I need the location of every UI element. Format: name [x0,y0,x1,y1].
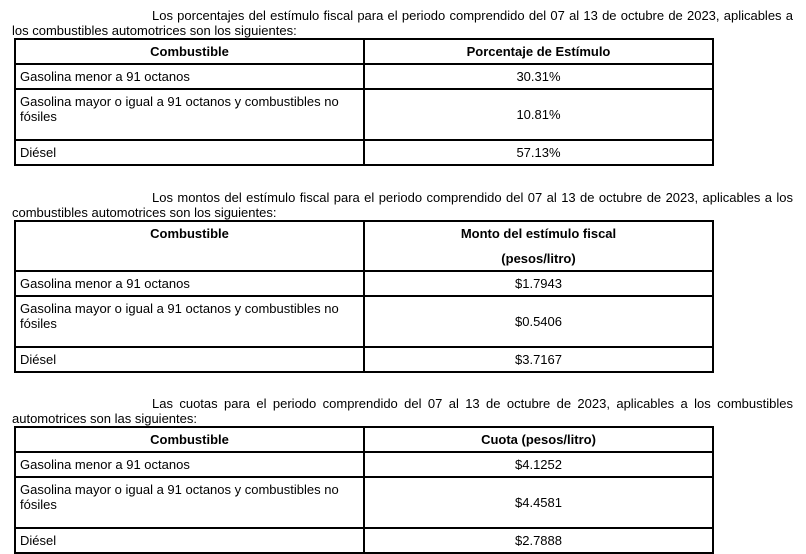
cell-fuel-name: Diésel [15,140,364,165]
header-combustible: Combustible [15,427,364,452]
cell-percentage: 30.31% [364,64,713,89]
cell-percentage: 57.13% [364,140,713,165]
table-row [15,64,713,89]
header-cuota: Cuota (pesos/litro) [364,427,713,452]
cell-fuel-name: Gasolina mayor o igual a 91 octanos y combustibles no fósiles [15,296,364,347]
table-header-row [15,221,713,271]
cell-fuel-name: Gasolina mayor o igual a 91 octanos y combustibles no fósiles [15,89,364,140]
cell-percentage: 10.81% [364,89,713,140]
table-montos [14,220,714,373]
cell-quota: $2.7888 [364,528,713,553]
cell-amount: $0.5406 [364,296,713,347]
paragraph-porcentajes: Los porcentajes del estímulo fiscal para el periodo comprendido del 07 al 13 de octubre de 2023, aplicables a los combustibles automotrices son los siguientes: [12,8,793,38]
table-row [15,89,713,140]
paragraph-montos: Los montos del estímulo fiscal para el periodo comprendido del 07 al 13 de octubre de 2023, aplicables a los combustibles automotrices son los siguientes: [12,190,793,220]
cell-fuel-name: Diésel [15,347,364,372]
header-monto-estimulo [364,221,713,271]
table-row [15,347,713,372]
paragraph-cuotas: Las cuotas para el periodo comprendido del 07 al 13 de octubre de 2023, aplicables a los combustibles automotrices son las siguientes: [12,396,793,426]
cell-amount: $1.7943 [364,271,713,296]
section-porcentajes [12,8,793,166]
table-row [15,140,713,165]
cell-quota: $4.1252 [364,452,713,477]
header-porcentaje-estimulo: Porcentaje de Estímulo [364,39,713,64]
document [12,8,793,554]
cell-fuel-name: Diésel [15,528,364,553]
table-header-row [15,39,713,64]
table-porcentajes [14,38,714,166]
table-row [15,296,713,347]
header-monto-line1: Monto del estímulo fiscal [460,226,617,241]
section-cuotas [12,396,793,554]
cell-fuel-name: Gasolina menor a 91 octanos [15,64,364,89]
cell-fuel-name: Gasolina menor a 91 octanos [15,271,364,296]
section-montos [12,190,793,373]
table-cuotas [14,426,714,554]
table-row [15,452,713,477]
header-combustible: Combustible [15,221,364,271]
table-header-row [15,427,713,452]
cell-fuel-name: Gasolina menor a 91 octanos [15,452,364,477]
cell-fuel-name: Gasolina mayor o igual a 91 octanos y combustibles no fósiles [15,477,364,528]
header-combustible: Combustible [15,39,364,64]
cell-quota: $4.4581 [364,477,713,528]
table-row [15,528,713,553]
header-monto-line2: (pesos/litro) [501,251,576,266]
table-row [15,477,713,528]
table-row [15,271,713,296]
cell-amount: $3.7167 [364,347,713,372]
